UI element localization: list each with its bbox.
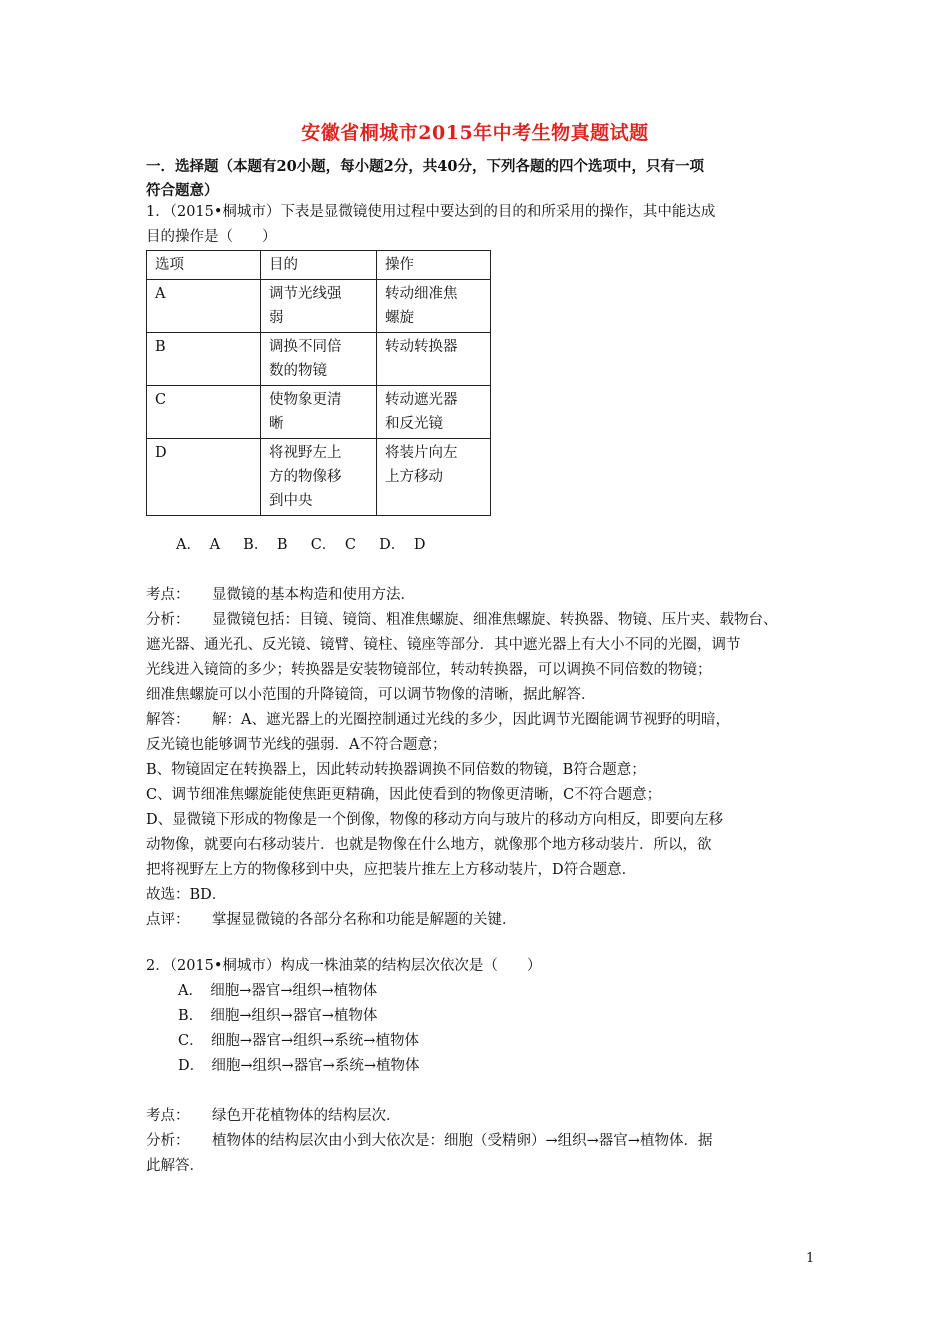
kaodian-text: 显微镜的基本构造和使用方法．	[212, 587, 415, 603]
q2-option: D． 细胞→组织→器官→系统→植物体	[178, 1058, 420, 1074]
section-heading-line: 符合题意）	[146, 182, 219, 199]
table-cell-operation	[377, 280, 491, 333]
q1-dianping	[146, 908, 826, 933]
q1-stem-line: 1．（2015•桐城市）下表是显微镜使用过程中要达到的目的和所采用的操作，其中能达成	[146, 204, 716, 220]
table-cell-purpose	[261, 333, 377, 386]
q1-choices: A． A B． B C． C D． D	[176, 537, 426, 553]
q1-fenxi-line: 细准焦螺旋可以小范围的升降镜筒，可以调节物像的清晰，据此解答．	[146, 687, 596, 703]
table-header-cell: 选项	[147, 251, 261, 280]
q2-fenxi-line: 此解答．	[146, 1158, 204, 1174]
cell-line: 将装片向左	[385, 445, 458, 461]
q1-kaodian	[146, 583, 826, 608]
q1-jieda-line: 反光镜也能够调节光线的强弱．A不符合题意；	[146, 737, 447, 753]
kaodian-label: 考点：	[146, 587, 190, 603]
cell-line: 上方移动	[385, 469, 443, 485]
section-heading	[146, 155, 826, 203]
cell-line: 方的物像移	[269, 469, 342, 485]
table-header-cell: 目的	[261, 251, 377, 280]
q1-analysis	[146, 583, 826, 933]
q2-block	[146, 954, 826, 1079]
q1-jieda-line: 动物像，就要向右移动装片．也就是物像在什么地方，就像那个地方移动装片．所以，欲	[146, 837, 712, 853]
q2-analysis	[146, 1104, 826, 1179]
page-number: 1	[806, 1251, 815, 1266]
q1-jieda-line: B、物镜固定在转换器上，因此转动转换器调换不同倍数的物镜，B符合题意；	[146, 762, 646, 778]
q1-fenxi-line: 遮光器、通光孔、反光镜、镜臂、镜柱、镜座等部分．其中遮光器上有大小不同的光圈，调节	[146, 637, 741, 653]
section-heading-line: 一．选择题（本题有20小题，每小题2分，共40分，下列各题的四个选项中，只有一项	[146, 158, 704, 175]
q1-stem-line: 目的操作是（ ）	[146, 229, 277, 245]
kaodian-label: 考点：	[146, 1108, 190, 1124]
cell-line: 调换不同倍	[269, 339, 342, 355]
table-cell-operation	[377, 386, 491, 439]
cell-line: 转动转换器	[385, 339, 458, 355]
q2-option: C． 细胞→器官→组织→系统→植物体	[178, 1033, 419, 1049]
table-cell-purpose	[261, 439, 377, 516]
fenxi-label: 分析：	[146, 1133, 190, 1149]
table-row	[147, 333, 491, 386]
cell-line: 使物象更清	[269, 392, 342, 408]
table-cell-operation	[377, 333, 491, 386]
page-title: 安徽省桐城市2015年中考生物真题试题	[301, 122, 649, 144]
cell-line: 转动遮光器	[385, 392, 458, 408]
q2-option: B． 细胞→组织→器官→植物体	[178, 1008, 378, 1024]
q1-jieda	[146, 708, 826, 733]
table-cell-option: C	[147, 386, 261, 439]
table-row	[147, 439, 491, 516]
table-row	[147, 280, 491, 333]
table-cell-option: A	[147, 280, 261, 333]
q1-fenxi	[146, 608, 826, 633]
q2-stem: 2．（2015•桐城市）构成一株油菜的结构层次依次是（ ）	[146, 958, 542, 974]
q1-stem	[146, 200, 826, 250]
cell-line: 将视野左上	[269, 445, 342, 461]
fenxi-label: 分析：	[146, 612, 190, 628]
table-cell-purpose	[261, 280, 377, 333]
q2-kaodian	[146, 1104, 826, 1129]
cell-line: 和反光镜	[385, 416, 443, 432]
q1-jieda-line: C、调节细准焦螺旋能使焦距更精确，因此使看到的物像更清晰，C不符合题意；	[146, 787, 662, 803]
q2-fenxi	[146, 1129, 826, 1154]
q1-jieda-line: 把将视野左上方的物像移到中央，应把装片推左上方移动装片，D符合题意．	[146, 862, 637, 878]
cell-line: 调节光线强	[269, 286, 342, 302]
q1-fenxi-line: 光线进入镜筒的多少；转换器是安装物镜部位，转动转换器，可以调换不同倍数的物镜；	[146, 662, 712, 678]
table-header-row	[147, 251, 491, 280]
q1-answer: 故选：BD．	[146, 887, 227, 903]
fenxi-text: 植物体的结构层次由小到大依次是：细胞（受精卵）→组织→器官→植物体．据	[212, 1133, 713, 1149]
q1-jieda-line: D、显微镜下形成的物像是一个倒像，物像的移动方向与玻片的移动方向相反，即要向左移	[146, 812, 724, 828]
q2-option: A． 细胞→器官→组织→植物体	[178, 983, 378, 999]
cell-line: 螺旋	[385, 310, 414, 326]
cell-line: 到中央	[269, 493, 313, 509]
table-cell-operation	[377, 439, 491, 516]
cell-line: 转动细准焦	[385, 286, 458, 302]
cell-line: 弱	[269, 310, 284, 326]
table-row	[147, 386, 491, 439]
dianping-text: 掌握显微镜的各部分名称和功能是解题的关键．	[212, 912, 517, 928]
table-cell-option: B	[147, 333, 261, 386]
table-header-cell: 操作	[377, 251, 491, 280]
q1-table	[146, 250, 491, 516]
jieda-label: 解答：	[146, 712, 190, 728]
table-cell-purpose	[261, 386, 377, 439]
fenxi-text: 显微镜包括：目镜、镜筒、粗准焦螺旋、细准焦螺旋、转换器、物镜、压片夹、载物台、	[212, 612, 778, 628]
kaodian-text: 绿色开花植物体的结构层次．	[212, 1108, 401, 1124]
cell-line: 晰	[269, 416, 284, 432]
dianping-label: 点评：	[146, 912, 190, 928]
table-cell-option: D	[147, 439, 261, 516]
cell-line: 数的物镜	[269, 363, 327, 379]
jieda-text: 解：A、遮光器上的光圈控制通过光线的多少，因此调节光圈能调节视野的明暗，	[212, 712, 730, 728]
